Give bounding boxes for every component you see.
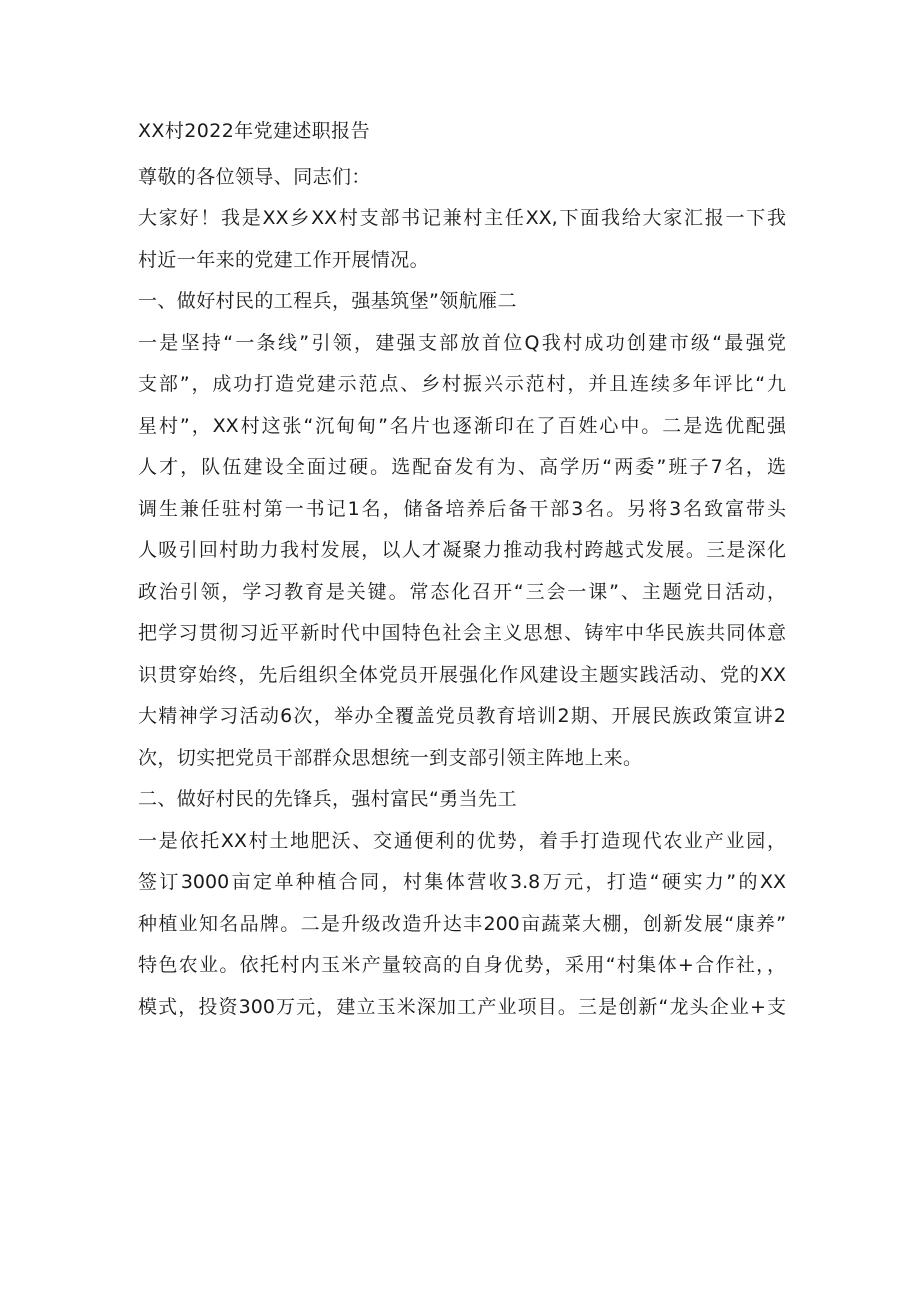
section-1-line: 调生兼任驻村第一书记1名，储备培养后备干部3名。另将3名致富带头 [138, 497, 786, 520]
salutation: 尊敬的各位领导、同志们： [138, 165, 371, 188]
section-1-line: 星村”，XX村这张“沉甸甸”名片也逐渐印在了百姓心中。二是选优配强 [138, 414, 786, 437]
document-title: XX村2022年党建述职报告 [138, 120, 370, 142]
intro-line: 村近一年来的党建工作开展情况。 [138, 248, 430, 271]
intro-line: 大家好！我是XX乡XX村支部书记兼村主任XX,下面我给大家汇报一下我 [138, 207, 786, 229]
section-1-line: 识贯穿始终，先后组织全体党员开展强化作风建设主题实践活动、党的XX [138, 663, 786, 686]
section-1-line: 人吸引回村助力我村发展，以人才凝聚力推动我村跨越式发展。三是深化 [138, 539, 786, 561]
section-2-line: 模式，投资300万元，建立玉米深加工产业项目。三是创新“龙头企业+支 [138, 995, 786, 1018]
section-2-line: 签订3000亩定单种植合同，村集体营收3.8万元，打造“硬实力”的XX [138, 871, 786, 893]
section-1-line: 次，切实把党员干部群众思想统一到支部引领主阵地上来。 [138, 746, 643, 769]
section-2-line: 特色农业。依托村内玉米产量较高的自身优势，采用“村集体+合作社，， [138, 954, 786, 976]
section-1-line: 把学习贯彻习近平新时代中国特色社会主义思想、铸牢中华民族共同体意 [138, 622, 786, 644]
section-1-line: 人才，队伍建设全面过硬。选配奋发有为、高学历“两委”班子7名，选 [138, 456, 786, 478]
section-2-line: 种植业知名品牌。二是升级改造升达丰200亩蔬菜大棚，创新发展“康养” [138, 912, 786, 935]
section-1-line: 支部”，成功打造党建示范点、乡村振兴示范村，并且连续多年评比“九 [138, 373, 786, 395]
section-1-line: 大精神学习活动6次，举办全覆盖党员教育培训2期、开展民族政策宣讲2 [138, 705, 786, 727]
section-2-line: 一是依托XX村土地肥沃、交通便利的优势，着手打造现代农业产业园， [138, 829, 786, 852]
section-1-line: 一是坚持“一条线”引领，建强支部放首位Q我村成功创建市级“最强党 [138, 331, 786, 354]
section-1-line: 政治引领，学习教育是关键。常态化召开“三会一课”、主题党日活动， [138, 580, 786, 603]
section-2-heading: 二、做好村民的先锋兵，强村富民“勇当先工 [138, 788, 517, 810]
document-body [138, 111, 786, 1028]
section-1-heading: 一、做好村民的工程兵，强基筑堡”领航雁二 [138, 290, 517, 312]
